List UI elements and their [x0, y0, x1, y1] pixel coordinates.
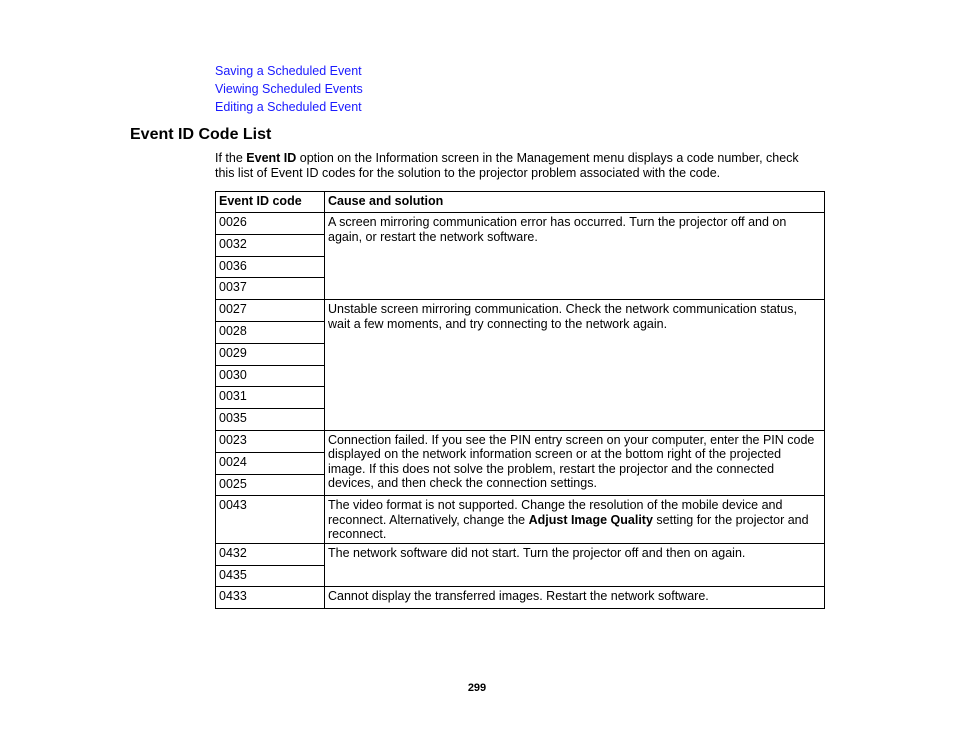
event-id-code-cell: 0037: [216, 278, 325, 300]
intro-text-before: If the: [215, 151, 247, 165]
event-id-table: [215, 191, 825, 609]
column-header-cause-solution: Cause and solution: [325, 192, 825, 213]
cause-text: Unstable screen mirroring communication. Check the network communication status, wait a few moments, and try connecting to the network again.: [328, 302, 797, 331]
related-links: [215, 62, 363, 116]
event-id-code-cell: 0432: [216, 543, 325, 565]
event-id-code-cell: 0027: [216, 300, 325, 322]
event-id-code-cell: 0028: [216, 321, 325, 343]
event-id-code-cell: 0024: [216, 452, 325, 474]
event-id-code-cell: 0036: [216, 256, 325, 278]
cause-solution-cell: [325, 543, 825, 587]
cause-solution-cell: [325, 587, 825, 609]
link-saving-scheduled-event[interactable]: Saving a Scheduled Event: [215, 64, 362, 78]
table-row: [216, 543, 825, 565]
cause-solution-cell: [325, 496, 825, 544]
cause-text-after: setting for the projector and reconnect.: [328, 512, 809, 542]
link-editing-scheduled-event[interactable]: Editing a Scheduled Event: [215, 100, 362, 114]
event-id-code-cell: 0030: [216, 365, 325, 387]
event-id-code-cell: 0032: [216, 234, 325, 256]
cause-text: A screen mirroring communication error has occurred. Turn the projector off and on again, or restart the network software.: [328, 215, 787, 244]
event-id-code-cell: 0025: [216, 474, 325, 496]
cause-solution-cell: [325, 213, 825, 300]
event-id-code-cell: 0026: [216, 213, 325, 235]
cause-text: Connection failed. If you see the PIN entry screen on your computer, enter the PIN code displayed on the network information screen or at the bottom right of the projected image. If this does not solve the problem, restart the projector and the connected devices, and then check the connection settings.: [328, 432, 815, 491]
table-row: [216, 496, 825, 544]
table-body: [216, 213, 825, 609]
cause-solution-cell: [325, 430, 825, 495]
cause-text: Cannot display the transferred images. Restart the network software.: [328, 589, 709, 604]
event-id-code-cell: 0023: [216, 430, 325, 452]
intro-text-bold: Event ID: [246, 151, 297, 165]
event-id-code-cell: 0435: [216, 565, 325, 587]
cause-bold-text: Adjust Image Quality: [528, 512, 653, 527]
cause-text: The video format is not supported. Change the resolution of the mobile device and reconnect. Alternatively, change the: [328, 498, 783, 527]
table-header-row: [216, 192, 825, 213]
table-row: [216, 587, 825, 609]
event-id-code-cell: 0029: [216, 343, 325, 365]
cause-text: The network software did not start. Turn the projector off and then on again.: [328, 545, 746, 560]
event-id-code-cell: 0035: [216, 409, 325, 431]
link-viewing-scheduled-events[interactable]: Viewing Scheduled Events: [215, 82, 363, 96]
section-heading: Event ID Code List: [130, 126, 272, 143]
column-header-event-id-code: Event ID code: [216, 192, 325, 213]
event-id-code-cell: 0433: [216, 587, 325, 609]
cause-solution-cell: [325, 300, 825, 431]
table-row: [216, 300, 825, 322]
table-row: [216, 430, 825, 452]
page-number: 299: [467, 682, 487, 694]
event-id-code-cell: 0031: [216, 387, 325, 409]
intro-paragraph: [215, 151, 815, 180]
event-id-code-cell: 0043: [216, 496, 325, 544]
table-row: [216, 213, 825, 235]
intro-text-after: option on the Information screen in the Management menu displays a code number, check this list of Event ID codes for the solution to the projector problem associated with the code.: [215, 151, 799, 180]
